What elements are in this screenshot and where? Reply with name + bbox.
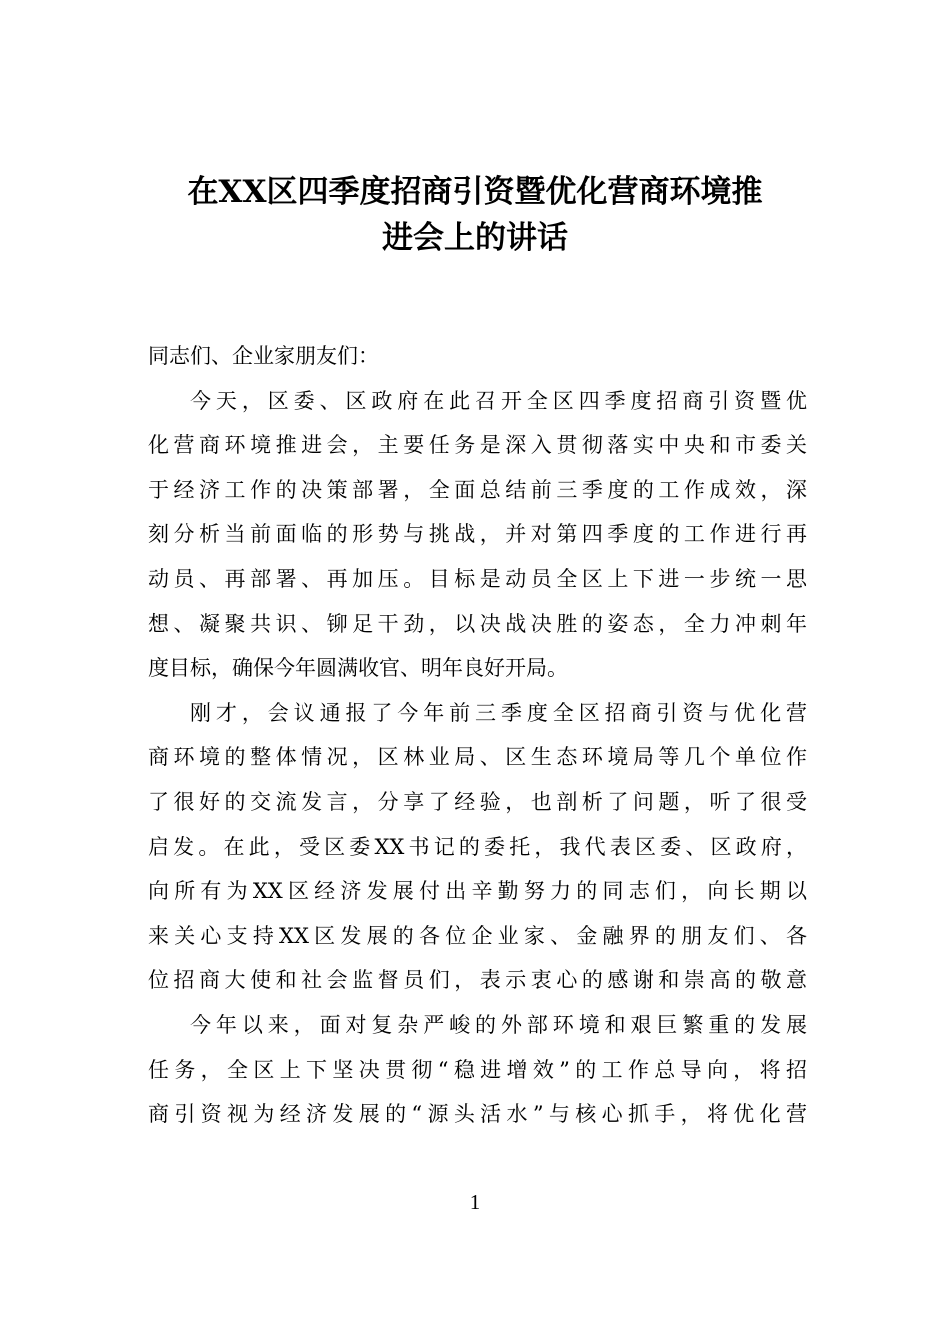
page-number: 1	[469, 1190, 481, 1214]
paragraph-1-line: 度目标，确保今年圆满收官、明年良好开局。	[148, 656, 568, 681]
paragraph-3-line: 商引资视为经济发展的“源头活水”与核心抓手，将优化营	[148, 1102, 807, 1127]
document-title	[100, 169, 850, 261]
title-line-1: 在XX区四季度招商引资暨优化营商环境推	[187, 174, 763, 210]
paragraph-1-line: 刻分析当前面临的形势与挑战，并对第四季度的工作进行再	[148, 522, 807, 547]
paragraph-1-line: 化营商环境推进会，主要任务是深入贯彻落实中央和市委关	[148, 433, 807, 458]
paragraph-1-line: 今天，区委、区政府在此召开全区四季度招商引资暨优	[190, 388, 807, 413]
paragraph-3-line: 任务，全区上下坚决贯彻“稳进增效”的工作总导向，将招	[148, 1057, 807, 1082]
paragraph-2-line: 来关心支持XX区发展的各位企业家、金融界的朋友们、各	[148, 923, 807, 948]
paragraph-1-line: 动员、再部署、再加压。目标是动员全区上下进一步统一思	[148, 566, 807, 591]
paragraph-2-line: 位招商大使和社会监督员们，表示衷心的感谢和崇高的敬意	[148, 968, 807, 993]
paragraph-2-line: 启发。在此，受区委XX书记的委托，我代表区委、区政府，	[148, 834, 807, 859]
paragraph-1-line: 想、凝聚共识、铆足干劲，以决战决胜的姿态，全力冲刺年	[148, 611, 807, 636]
paragraph-2-line: 了很好的交流发言，分享了经验，也剖析了问题，听了很受	[148, 789, 807, 814]
paragraph-3-line: 今年以来，面对复杂严峻的外部环境和艰巨繁重的发展	[190, 1012, 807, 1037]
greeting: 同志们、企业家朋友们：	[148, 344, 379, 368]
title-line-2: 进会上的讲话	[382, 220, 568, 256]
paragraph-1-line: 于经济工作的决策部署，全面总结前三季度的工作成效，深	[148, 477, 807, 502]
paragraph-2-line: 商环境的整体情况，区林业局、区生态环境局等几个单位作	[148, 745, 807, 770]
document-body	[148, 334, 807, 1137]
paragraph-2-line: 刚才，会议通报了今年前三季度全区招商引资与优化营	[190, 700, 807, 725]
paragraph-2-line: 向所有为XX区经济发展付出辛勤努力的同志们，向长期以	[148, 879, 807, 904]
